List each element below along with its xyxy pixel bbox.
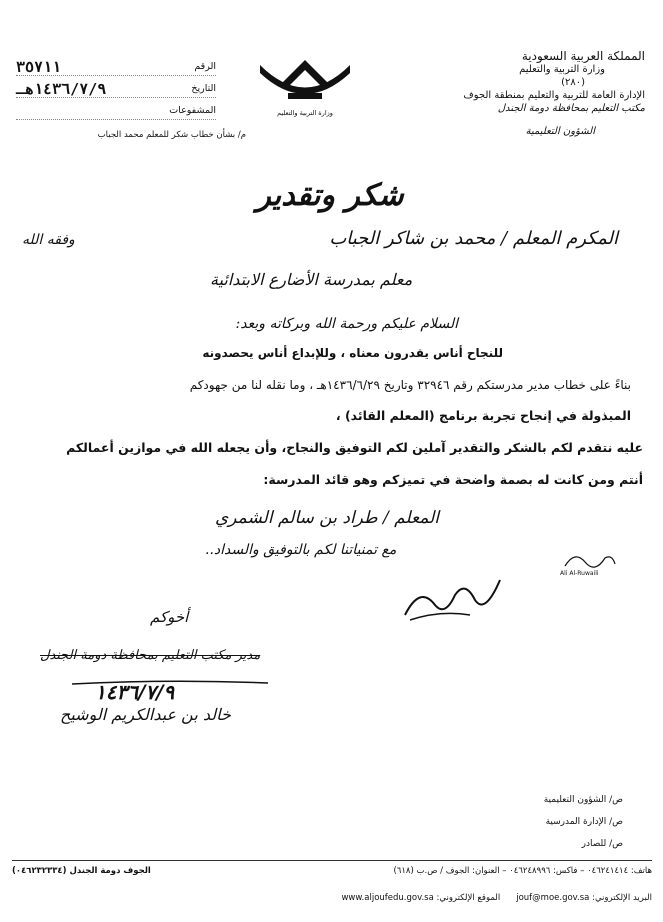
ref-date-row: [16, 80, 216, 98]
greeting-close: وفقه الله: [22, 232, 75, 248]
initials-text: Ali Al-Ruwaili: [560, 570, 599, 577]
footer-contact-row: [12, 866, 652, 876]
ref-number-label: الرقم: [194, 61, 216, 72]
leader-name: المعلم / طراد بن سالم الشمري: [215, 508, 439, 528]
initials-scribble-icon: [560, 548, 620, 572]
recipient-line: المكرم المعلم / محمد بن شاكر الجباب: [329, 228, 618, 249]
signature-stroke: [70, 672, 270, 680]
footer-office: الجوف دومة الجندل (٠٤٦٢٣٢٣٣٤): [12, 866, 151, 876]
ministry-logo: [250, 55, 360, 117]
ministry-name: وزارة التربية والتعليم: [519, 64, 605, 75]
director-name: خالد بن عبدالكريم الوشيح: [60, 705, 231, 724]
director-signature: [400, 575, 510, 625]
letterhead-right: [375, 50, 645, 138]
copies-list: [544, 795, 623, 849]
copy-item: ص/ الشؤون التعليمية: [543, 795, 623, 805]
school-line: معلم بمدرسة الأضارع الابتدائية: [210, 270, 413, 289]
paragraph-1: بناءً على خطاب مدير مدرستكم رقم ٣٢٩٤٦ وتاريخ ١٤٣٦/٦/٢٩هـ ، وما نقله لنا من جهودكم: [189, 378, 631, 392]
attachments-label: المشفوعات: [169, 105, 216, 116]
footer-email[interactable]: البريد الإلكتروني: jouf@moe.gov.sa: [516, 893, 652, 903]
ministry-logo-caption: وزارة التربية والتعليم: [277, 109, 333, 117]
director-title: مدير مكتب التعليم بمحافظة دومة الجندل: [40, 648, 261, 663]
footer-website[interactable]: الموقع الإلكتروني: www.aljoufedu.gov.sa: [341, 893, 501, 903]
footer-divider: [12, 860, 652, 861]
ref-number-value: ٣٥٧١١: [16, 57, 62, 76]
ministry-logo-icon: [250, 55, 360, 105]
department-name: الشؤون التعليمية: [525, 126, 595, 137]
wishes-line: مع تمنياتنا لكم بالتوفيق والسداد..: [205, 542, 397, 558]
paragraph-4: أنتم ومن كانت له بصمة واضحة في تميزكم وهو قائد المدرسة:: [263, 472, 643, 487]
copy-item: ص/ للصادر: [581, 839, 623, 849]
paragraph-3: عليه نتقدم لكم بالشكر والتقدير آملين لكم التوفيق والنجاح، وأن يجعله الله في موازين أعمالكم: [66, 440, 643, 455]
ref-date-label: التاريخ: [191, 83, 216, 94]
signature-scribble-icon: [400, 575, 510, 625]
subject-line: م/ بشأن خطاب شكر للمعلم محمد الجباب: [97, 130, 246, 140]
copy-item: ص/ الإدارة المدرسية: [545, 817, 623, 827]
kingdom-name: المملكة العربية السعودية: [521, 49, 645, 63]
attachments-row: [16, 102, 216, 120]
page-title: شكر وتقدير: [256, 178, 404, 213]
reference-block: [16, 58, 216, 124]
footer-contact: هاتف: ٠٤٦٢٤١٤١٤ – فاكس: ٠٤٦٢٤٨٩٩٦ – العنوان: الجوف / ص.ب (٦١٨): [393, 866, 652, 876]
brothers-label: أخوكم: [150, 608, 189, 626]
salutation: السلام عليكم ورحمة الله وبركاته وبعد:: [235, 316, 458, 332]
ref-number-row: [16, 58, 216, 76]
initials-mark: [560, 548, 620, 578]
paragraph-2: المبذولة في إنجاح تجربة برنامج (المعلم القائد) ،: [335, 408, 631, 423]
ministry-code: (٢٨٠): [561, 77, 585, 88]
footer-web-row: [12, 893, 652, 903]
stamp-date: ١٤٣٦/٧/٩: [95, 680, 175, 704]
slogan: للنجاح أناس يقدرون معناه ، وللإبداع أناس يحصدونه: [202, 346, 503, 360]
office-name: مكتب التعليم بمحافظة دومة الجندل: [497, 103, 645, 114]
directorate-name: الإدارة العامة للتربية والتعليم بمنطقة الجوف: [463, 90, 645, 101]
ref-date-value: ١٤٣٦/٧/٩هـ: [16, 79, 107, 98]
